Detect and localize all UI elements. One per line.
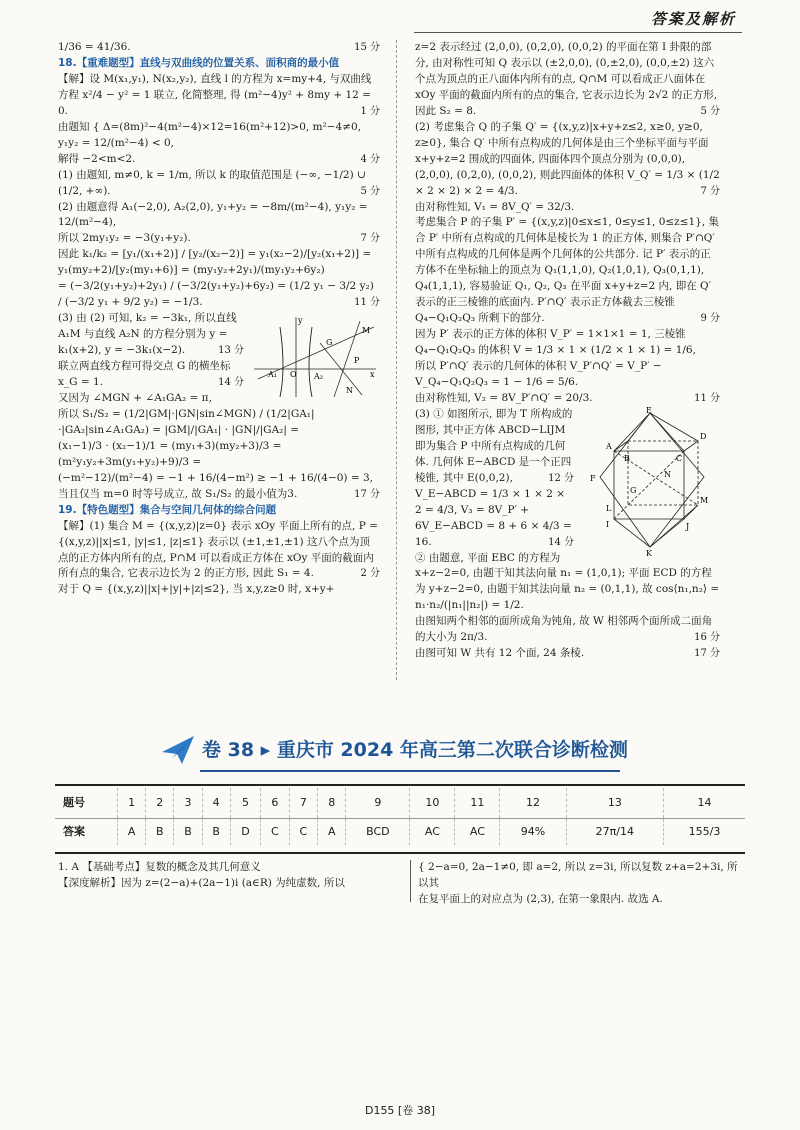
score-mark: 4 分 <box>360 153 380 165</box>
figure-label: N <box>664 469 671 479</box>
answer-cell: AC <box>410 819 455 846</box>
left-line-17: 【解】(1) 集合 M = {(x,y,z)|z=0} 表示 xOy 平面上所有的点, P = {(x,y,z)||x|≤1, |y|≤1, |z|≤1} 表示以 (±1,±1,±1) 这八个点为顶点的正方体内所有的点, P∩M 可以看成正方体在 xOy 平面的截面内所有点的集合, 它表示边长为 2 的正方形, 因此 S₁ = 4. 2 分 <box>58 519 380 583</box>
hyperbola-left-branch <box>280 327 283 397</box>
figure-label: A₁ <box>268 370 277 380</box>
exam-title: 卷 38 ▸ 重庆市 2024 年高三第二次联合诊断检测 <box>202 738 628 761</box>
question-18-heading: 18.【重难题型】直线与双曲线的位置关系、面积商的最小值 <box>58 56 340 69</box>
answer-cell: D <box>230 819 260 846</box>
left-line-12: 又因为 ∠MGN + ∠A₁GA₂ = π, <box>58 391 212 404</box>
left-line-6: (2) 由题意得 A₁(−2,0), A₂(2,0), y₁+y₂ = −8m/(m²−4), y₁y₂ = 12/(m²−4), <box>58 200 368 229</box>
figure-label: K <box>646 548 652 557</box>
figure-label: C <box>676 453 683 463</box>
page-header-title: 答案及解析 <box>650 10 736 28</box>
left-line-10: (3) 由 (2) 可知, k₂ = −3k₁, 所以直线 A₁M 与直线 A₂N 的方程分别为 y = k₁(x+2), y = −3k₁(x−2). 13 分 <box>58 311 380 359</box>
left-line-2: 【解】设 M(x₁,y₁), N(x₂,y₂), 直线 l 的方程为 x=my+4, 与双曲线方程 x²/4 − y² = 1 联立, 化简整理, 得 (m²−4)y² + 8my + 12 = 0. 1 分 <box>58 72 380 120</box>
row-label-answer: 答案 <box>55 819 118 846</box>
figure-label: x <box>370 370 375 380</box>
question-number: 6 <box>261 788 290 819</box>
figure-label: G <box>326 338 333 348</box>
answer-cell: A <box>318 819 346 846</box>
score-mark: 13 分 <box>218 345 244 357</box>
solution-1-conclusion: 在复平面上的对应点为 (2,3), 在第一象限内. 故选 A. <box>418 892 663 905</box>
score-mark: 12 分 <box>548 472 574 484</box>
figure-label: B <box>624 453 630 463</box>
figure-label: A <box>606 441 612 451</box>
right-line-6: 由对称性知, V₂ = 8V_P′∩Q′ = 20/3. 11 分 <box>415 391 720 407</box>
figure-label: P <box>354 356 360 366</box>
right-line-5: 所以 P′∩Q′ 表示的几何体的体积 V_P′∩Q′ = V_P′ − V_Q₄−Q₁Q₂Q₃ = 1 − 1/6 = 5/6. <box>415 360 662 389</box>
left-line-4: 解得 −2<m<2. 4 分 <box>58 152 380 168</box>
right-line-11: 由图可知 W 共有 12 个面, 24 条棱. 17 分 <box>415 646 720 662</box>
solution-1-heading: 1. A 【基础考点】复数的概念及其几何意义 <box>58 861 261 873</box>
answer-cell: 27π/14 <box>566 819 663 846</box>
right-line-0: z=2 表示经过 (2,0,0), (0,2,0), (0,0,2) 的平面在第 I 卦限的部分, 由对称性可知 Q 表示以 (±2,0,0), (0,±2,0), (0,0,±2) 这六个点为顶点的正八面体内所有的点, Q∩M 可以看成正八面体在 xOy 平面的截面内所有的点的集合, 它表示边长为 2√2 的正方形, 因此 S₂ = 8. 5 分 <box>415 40 720 120</box>
question-number: 1 <box>118 788 146 819</box>
right-line-7: (3) ① 如图所示, 即为 T 所构成的图形, 其中正方体 ABCD−LIJM 即为集合 P 中所有点构成的几何体. 几何体 E−ABCD 是一个正四棱锥, 其中 E(0,0,2), 12 分 <box>415 407 720 487</box>
score-mark: 14 分 <box>218 377 244 389</box>
left-line-13: 所以 S₁/S₂ = (1/2|GM|·|GN|sin∠MGN) / (1/2|GA₁|·|GA₂|sin∠A₁GA₂) = |GM|/|GA₁| · |GN|/|GA₂| = <box>58 407 315 436</box>
bottom-divider <box>410 860 411 902</box>
left-line-3: 由题知 { Δ=(8m)²−4(m²−4)×12=16(m²+12)>0, m²−4≠0, y₁y₂ = 12/(m²−4) < 0, <box>58 120 362 149</box>
score-mark: 15 分 <box>354 42 380 53</box>
right-line-1: (2) 考虑集合 Q 的子集 Q′ = {(x,y,z)|x+y+z≤2, x≥0, y≥0, z≥0}, 集合 Q′ 中所有点构成的几何体是由三个坐标平面与平面 x+y+z=2 围成的四面体, 四面体四个顶点分别为 (0,0,0), (2,0,0), (0,2,0), (0,0,2), 则此四面体的体积 V_Q′ = 1/3 × (1/2 × 2 × 2) × 2 = 4/3. 7 分 <box>415 120 720 200</box>
question-number: 3 <box>174 788 202 819</box>
left-line-0: 1/36 = 41/36. 15 分 <box>58 40 380 56</box>
figure-label: y <box>298 316 303 326</box>
question-number: 8 <box>318 788 346 819</box>
answer-cell: C <box>289 819 318 846</box>
row-label-question-number: 题号 <box>55 788 118 819</box>
table-rule-top <box>55 784 745 786</box>
right-line-10: 由图知两个相邻的面所成角为钝角, 故 W 相邻两个面所成二面角的大小为 2π/3. 16 分 <box>415 614 720 646</box>
figure-label: I <box>606 519 610 529</box>
header-rule <box>414 32 742 33</box>
figure-label: E <box>646 406 652 415</box>
question-number: 14 <box>664 788 745 819</box>
answer-cell: B <box>202 819 230 846</box>
left-line-14: (x₁−1)/3 · (x₂−1)/1 = (my₁+3)(my₂+3)/3 = (m²y₁y₂+3m(y₁+y₂)+9)/3 = <box>58 439 282 468</box>
score-mark: 5 分 <box>700 105 720 117</box>
question-19-heading: 19.【特色题型】集合与空间几何体的综合问题 <box>58 503 277 516</box>
exam-banner <box>160 732 650 768</box>
score-mark: 11 分 <box>354 297 380 309</box>
left-line-8: 因此 k₁/k₂ = [y₁/(x₁+2)] / [y₂/(x₂−2)] = y₁(x₂−2)/[y₂(x₁+2)] = y₁(my₂+2)/[y₂(my₁+6)] = (my₁y₂+2y₁)/(my₁y₂+6y₂) <box>58 248 372 277</box>
solution-1-continued: { 2−a=0, 2a−1≠0, 即 a=2, 所以 z=3i, 所以复数 z+a=2+3i, 所以其 <box>418 861 738 889</box>
table-row-question-numbers <box>55 788 745 819</box>
score-mark: 11 分 <box>694 392 720 404</box>
left-line-7: 所以 2my₁y₂ = −3(y₁+y₂). 7 分 <box>58 231 380 247</box>
left-line-15: (−m²−12)/(m²−4) = −1 + 16/(4−m²) ≥ −1 + 16/(4−0) = 3, 当且仅当 m=0 时等号成立, 故 S₁/S₂ 的最小值为3. 17 分 <box>58 471 380 503</box>
right-line-2: 由对称性知, V₁ = 8V_Q′ = 32/3. <box>415 200 575 213</box>
question-number: 10 <box>410 788 455 819</box>
answer-cell: B <box>146 819 174 846</box>
score-mark: 17 分 <box>354 488 380 500</box>
solution-1-text: 【深度解析】因为 z=(2−a)+(2a−1)i (a∈R) 为纯虚数, 所以 <box>58 876 345 889</box>
question-number: 5 <box>230 788 260 819</box>
answer-cell: AC <box>455 819 500 846</box>
solution-1-right <box>418 860 738 908</box>
score-mark: 14 分 <box>548 536 574 548</box>
question-number: 11 <box>455 788 500 819</box>
figure-label: M <box>362 326 371 336</box>
score-mark: 17 分 <box>694 648 720 660</box>
question-number: 12 <box>500 788 566 819</box>
figure-label: A₂ <box>314 372 323 382</box>
score-mark: 7 分 <box>700 185 720 197</box>
figure-label: O <box>290 370 297 380</box>
banner-rule <box>200 770 620 772</box>
left-column <box>58 40 380 690</box>
figure-label: N <box>346 386 353 396</box>
question-number: 7 <box>289 788 318 819</box>
right-line-3: 考虑集合 P 的子集 P′ = {(x,y,z)|0≤x≤1, 0≤y≤1, 0≤z≤1}, 集合 P′ 中所有点构成的几何体是棱长为 1 的正方体, 则集合 P′∩Q′ 中所有点构成的几何体是两个几何体的公共部分. 记 P′ 表示的正方体不在坐标轴上的顶点为 Q₁(1,1,0), Q₂(1,0,1), Q₃(0,1,1), Q₄(1,1,1), 容易验证 Q₁, Q₂, Q₃ 在平面 x+y+z=2 内, 即在 Q′ 表示的正三棱锥的底面内. P′∩Q′ 表示正方体截去三棱锥 Q₄−Q₁Q₂Q₃ 所剩下的部分. 9 分 <box>415 215 720 327</box>
answer-cell: BCD <box>346 819 410 846</box>
solution-1-left <box>58 860 408 892</box>
question-number: 13 <box>566 788 663 819</box>
right-line-8: V_E−ABCD = 1/3 × 1 × 2 × 2 = 4/3, V₃ = 8V_P′ + 6V_E−ABCD = 8 + 6 × 4/3 = 16. 14 分 <box>415 487 720 551</box>
table-row-answers <box>55 819 745 846</box>
polyhedron-figure <box>580 407 720 557</box>
score-mark: 1 分 <box>360 105 380 117</box>
figure-label: L <box>606 503 612 513</box>
right-line-9: ② 由题意, 平面 EBC 的方程为 x+z−2=0, 由题干知其法向量 n₁ = (1,0,1); 平面 ECD 的方程为 y+z−2=0, 由题干知其法向量 n₂ = (0,1,1), 故 cos⟨n₁,n₂⟩ = n₁·n₂/(|n₁||n₂|) = 1/2. <box>415 551 720 612</box>
paper-plane-icon <box>160 732 196 768</box>
figure-label: G <box>630 485 637 495</box>
table-rule-bottom <box>55 852 745 854</box>
figure-label: D <box>700 431 707 441</box>
answer-table <box>55 788 745 845</box>
figure-label: M <box>700 495 709 505</box>
answer-cell: B <box>174 819 202 846</box>
score-mark: 9 分 <box>700 313 720 325</box>
right-line-4: 因为 P′ 表示的正方体的体积 V_P′ = 1×1×1 = 1, 三棱锥 Q₄−Q₁Q₂Q₃ 的体积 V = 1/3 × 1 × (1/2 × 1 × 1) = 1/6, <box>415 328 696 357</box>
left-line-9: = (−3/2(y₁+y₂)+2y₁) / (−3/2(y₁+y₂)+6y₂) = (1/2 y₁ − 3/2 y₂) / (−3/2 y₁ + 9/2 y₂) = −1/3. 11 分 <box>58 279 380 311</box>
left-line-18: 对于 Q = {(x,y,z)||x|+|y|+|z|≤2}, 当 x,y,z≥0 时, x+y+ <box>58 583 335 596</box>
answer-cell: 94% <box>500 819 566 846</box>
column-divider <box>396 40 397 680</box>
hyperbola-right-branch <box>309 327 312 397</box>
score-mark: 2 分 <box>360 568 380 580</box>
left-line-11: 联立两直线方程可得交点 G 的横坐标 x_G = 1. 14 分 <box>58 359 380 391</box>
left-line-5: (1) 由题知, m≠0, k = 1/m, 所以 k 的取值范围是 (−∞, −1/2) ∪ (1/2, +∞). 5 分 <box>58 168 380 200</box>
right-column <box>415 40 720 690</box>
score-mark: 7 分 <box>360 233 380 245</box>
page-number: D155 [卷 38] <box>364 1104 436 1117</box>
question-number: 2 <box>146 788 174 819</box>
figure-label: F <box>590 473 596 483</box>
answer-cell: 155/3 <box>688 824 721 838</box>
answer-cell: A <box>118 819 146 846</box>
figure-label: J <box>686 521 690 531</box>
score-mark: 5 分 <box>360 185 380 197</box>
hyperbola-figure <box>250 313 380 399</box>
score-mark: 16 分 <box>694 632 720 644</box>
answer-cell: C <box>261 819 290 846</box>
question-number: 9 <box>346 788 410 819</box>
question-number: 4 <box>202 788 230 819</box>
